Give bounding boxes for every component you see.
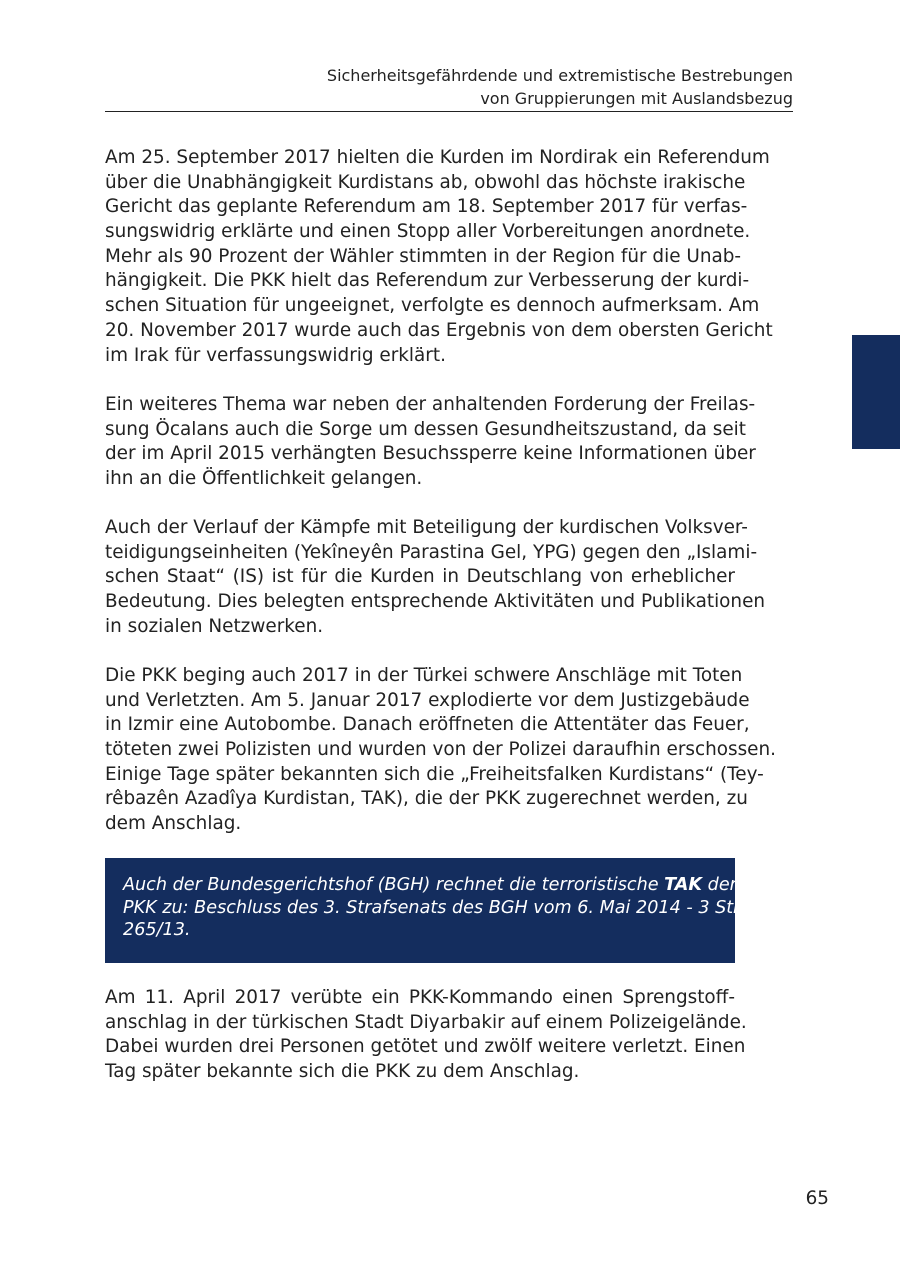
text-line: 20. November 2017 wurde auch das Ergebnis von dem obersten Gericht [105, 319, 773, 341]
text-line: anschlag in der türkischen Stadt Diyarbakir auf einem Polizeigelände. [105, 1011, 747, 1033]
text-line: Ein weiteres Thema war neben der anhaltenden Forderung der Freilas- [105, 394, 756, 415]
text-line: ihn an die Öffentlichkeit gelangen. [105, 468, 423, 490]
info-box-bold-term: TAK [664, 875, 703, 895]
running-header-line-1: Sicherheitsgefährdende und extremistische Bestrebungen [326, 66, 793, 85]
page-number: 65 [805, 1188, 829, 1209]
text-line: hängigkeit. Die PKK hielt das Referendum zur Verbesserung der kurdi- [105, 270, 750, 292]
paragraph-referendum [105, 146, 773, 368]
text-line: Tag später bekannte sich die PKK zu dem Anschlag. [105, 1061, 580, 1083]
info-box-line-3: 265/13. [123, 920, 191, 940]
text-line: in Izmir eine Autobombe. Danach eröffneten die Attentäter das Feuer, [105, 714, 750, 736]
paragraph-attacks-turkey [105, 664, 776, 837]
text-line: dem Anschlag. [105, 813, 242, 835]
paragraph-ocalan [105, 393, 756, 492]
running-header [105, 64, 793, 112]
text-line: Am 25. September 2017 hielten die Kurden im Nordirak ein Referendum [105, 147, 770, 168]
text-line: Die PKK beging auch 2017 in der Türkei schwere Anschläge mit Toten [105, 665, 743, 686]
info-box-text: Auch der Bundesgerichtshof (BGH) rechnet die terroristische [123, 875, 665, 895]
text-line: Dabei wurden drei Personen getötet und zwölf weitere verletzt. Einen [105, 1036, 746, 1058]
text-line: teidigungseinheiten (Yekîneyên Parastina Gel, YPG) gegen den „Islami- [105, 541, 758, 563]
text-line: Bedeutung. Dies belegten entsprechende Aktivitäten und Publikationen [105, 591, 766, 613]
info-box-bgh [105, 858, 746, 963]
text-line: schen Staat“ (IS) ist für die Kurden in Deutschlang von erheblicher [105, 566, 735, 588]
info-box-text: der [702, 875, 737, 895]
text-line: Am 11. April 2017 verübte ein PKK-Kommando einen Sprengstoff- [105, 987, 735, 1008]
running-header-line-2: von Gruppierungen mit Auslandsbezug [480, 89, 793, 108]
text-line: und Verletzten. Am 5. Januar 2017 explodierte vor dem Justizgebäude [105, 689, 750, 711]
text-line: Mehr als 90 Prozent der Wähler stimmten in der Region für die Unab- [105, 245, 742, 267]
info-box-line-1 [123, 874, 737, 897]
text-line: rêbazên Azadîya Kurdistan, TAK), die der PKK zugerechnet werden, zu [105, 788, 748, 810]
paragraph-ypg [105, 516, 766, 639]
text-line: sungswidrig erklärte und einen Stopp aller Vorbereitungen anordnete. [105, 221, 751, 243]
text-line: im Irak für verfassungswidrig erklärt. [105, 344, 446, 366]
text-line: der im April 2015 verhängten Besuchssperre keine Informationen über [105, 443, 756, 465]
info-box-line-2: PKK zu: Beschluss des 3. Strafsenats des BGH vom 6. Mai 2014 - 3 StR [123, 897, 746, 918]
text-line: schen Situation für ungeeignet, verfolgte es dennoch aufmerksam. Am [105, 295, 760, 317]
chapter-thumb-tab [852, 335, 900, 449]
text-line: sung Öcalans auch die Sorge um dessen Gesundheitszustand, da seit [105, 418, 746, 440]
text-line: töteten zwei Polizisten und wurden von der Polizei daraufhin erschossen. [105, 739, 776, 761]
text-line: über die Unabhängigkeit Kurdistans ab, obwohl das höchste irakische [105, 171, 746, 193]
text-line: in sozialen Netzwerken. [105, 615, 324, 637]
text-line: Einige Tage später bekannten sich die „Freiheitsfalken Kurdistans“ (Tey- [105, 763, 764, 785]
text-line: Auch der Verlauf der Kämpfe mit Beteiligung der kurdischen Volksver- [105, 517, 748, 538]
paragraph-diyarbakir [105, 986, 747, 1085]
text-line: Gericht das geplante Referendum am 18. September 2017 für verfas- [105, 196, 748, 218]
